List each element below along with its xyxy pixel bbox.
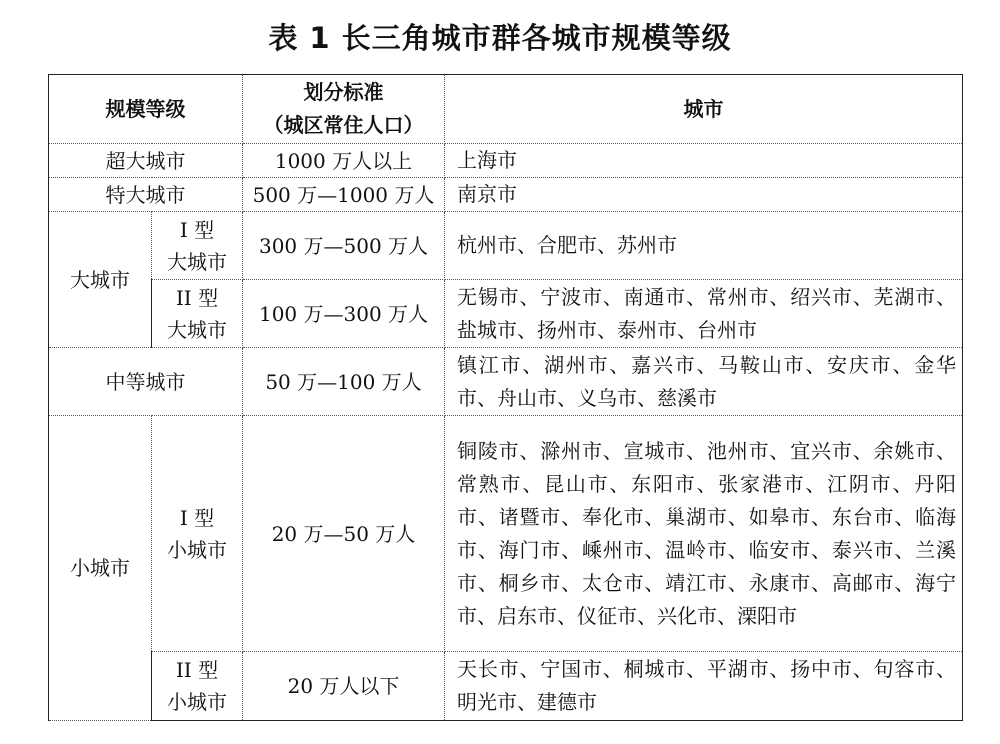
subgrade-small-1 xyxy=(152,416,243,652)
header-grade: 规模等级 xyxy=(49,75,243,144)
criterion-large-2: 100 万—300 万人 xyxy=(243,280,445,348)
table-row-mega xyxy=(49,178,963,212)
subgrade-small-2-type: II 型 xyxy=(175,658,219,682)
cities-large-1: 杭州市、合肥市、苏州市 xyxy=(445,212,963,280)
table-row-large-2 xyxy=(49,280,963,348)
subgrade-large-1-type: I 型 xyxy=(179,217,215,242)
grade-super: 超大城市 xyxy=(49,144,243,178)
table-row-medium xyxy=(49,348,963,416)
cities-medium: 镇江市、湖州市、嘉兴市、马鞍山市、安庆市、金华市、舟山市、义乌市、慈溪市 xyxy=(445,348,963,416)
criterion-medium: 50 万—100 万人 xyxy=(243,348,445,416)
cities-large-2: 无锡市、宁波市、南通市、常州市、绍兴市、芜湖市、盐城市、扬州市、泰州市、台州市 xyxy=(445,280,963,348)
table-row-super xyxy=(49,144,963,178)
criterion-small-1: 20 万—50 万人 xyxy=(243,416,445,652)
subgrade-large-1-name: 大城市 xyxy=(167,249,227,274)
cities-super: 上海市 xyxy=(445,144,963,178)
header-criterion-line2: （城区常住人口） xyxy=(263,113,424,137)
criterion-small-2: 20 万人以下 xyxy=(243,652,445,721)
subgrade-large-2-type: II 型 xyxy=(175,285,219,310)
subgrade-large-1 xyxy=(152,212,243,280)
subgrade-small-1-type: I 型 xyxy=(179,505,215,530)
cities-small-1: 铜陵市、滁州市、宣城市、池州市、宜兴市、余姚市、常熟市、昆山市、东阳市、张家港市、江阴市、丹阳市、诸暨市、奉化市、巢湖市、如皋市、东台市、临海市、海门市、嵊州市、温岭市、临安市、泰兴市、兰溪市、桐乡市、太仓市、靖江市、永康市、高邮市、海宁市、启东市、仪征市、兴化市、溧阳市 xyxy=(445,416,963,652)
subgrade-small-1-name: 小城市 xyxy=(167,537,227,562)
table-title: 表 1 长三角城市群各城市规模等级 xyxy=(268,21,732,55)
city-grade-table xyxy=(48,74,963,721)
criterion-super: 1000 万人以上 xyxy=(243,144,445,178)
cities-small-2: 天长市、宁国市、桐城市、平湖市、扬中市、句容市、明光市、建德市 xyxy=(445,652,963,721)
subgrade-large-2 xyxy=(152,280,243,348)
grade-medium: 中等城市 xyxy=(49,348,243,416)
criterion-mega: 500 万—1000 万人 xyxy=(243,178,445,212)
grade-large: 大城市 xyxy=(49,212,152,348)
header-row xyxy=(49,75,963,144)
header-cities: 城市 xyxy=(445,75,963,144)
table-row-small-2 xyxy=(49,652,963,721)
grade-mega: 特大城市 xyxy=(49,178,243,212)
subgrade-small-2 xyxy=(152,652,243,721)
table-row-large-1 xyxy=(49,212,963,280)
subgrade-large-2-name: 大城市 xyxy=(167,317,227,342)
subgrade-small-2-name: 小城市 xyxy=(167,690,227,714)
header-criterion xyxy=(243,75,445,144)
cities-mega: 南京市 xyxy=(445,178,963,212)
grade-small: 小城市 xyxy=(49,416,152,721)
header-criterion-line1: 划分标准 xyxy=(303,80,384,104)
table-row-small-1 xyxy=(49,416,963,652)
criterion-large-1: 300 万—500 万人 xyxy=(243,212,445,280)
